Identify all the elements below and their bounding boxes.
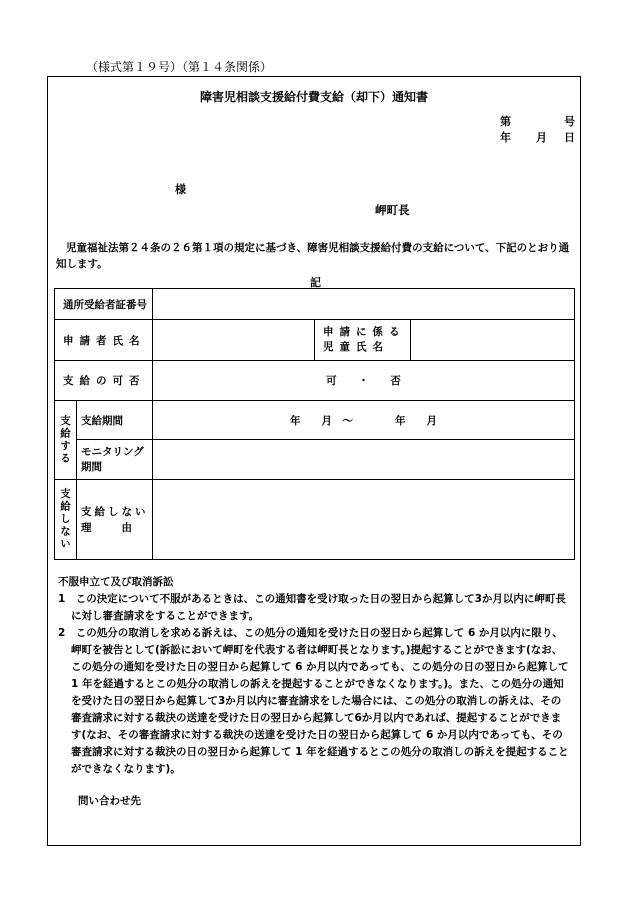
details-table xyxy=(54,288,575,560)
monitoring-label-line1: モニタリング xyxy=(81,445,144,458)
child-name-label-line2: 児童氏名 xyxy=(323,341,389,353)
approval-choice[interactable] xyxy=(153,361,575,401)
cert-number-label: 通所受給者証番号 xyxy=(55,289,153,320)
notes-item-2: 2 この処分の取消しを求める訴えは、この処分の通知を受けた日の翌日から起算して 6 か月以内に限り、岬町を被告として(訴訟において岬町を代表する者は岬町長となります。)提起することができます(なお、この処分の通知を受けた日の翌日から起算して 6 か月以内であっても、この処分の日の翌日から起算して 1 年を経過するとこの処分の取消しの訴えを提起することができなくなります。)。また、この処分の通知を受けた日の翌日から起算して3か月以内に審査請求をした場合には、この処分の取消しの訴えは、その審査請求に対する裁決の送達を受けた日の翌日から起算して6か月以内であれば、提起することができます(なお、その審査請求に対する裁決の送達を受けた日の翌日から起算して 6 か月以内であっても、その審査請求に対する裁決の日の翌日から起算して 1 年を経過するとこの処分の取消しの訴えを提起することができなくなります)。 xyxy=(58,627,569,775)
period-label: 支給期間 xyxy=(77,401,153,440)
notes-item-1: 1 この決定について不服があるときは、この通知書を受け取った日の翌日から起算して3か月以内に岬町長に対し審査請求をすることができます。 xyxy=(58,593,566,622)
pay-group-label: 支給する xyxy=(55,401,77,480)
child-name-label xyxy=(315,320,411,361)
child-name-field[interactable] xyxy=(411,320,575,361)
reason-label-line2: 理 由 xyxy=(81,521,135,534)
reason-label xyxy=(77,480,153,560)
form-caption: （様式第１９号）（第１４条関係） xyxy=(86,60,273,74)
reason-field[interactable] xyxy=(153,480,575,560)
approval-separator: ・ xyxy=(358,375,369,387)
appeal-notes xyxy=(58,574,570,778)
cert-number-boxes[interactable] xyxy=(153,289,575,320)
monitoring-label-line2: 期間 xyxy=(81,460,102,473)
notice-frame xyxy=(47,76,581,846)
child-name-label-line1: 申請に係る xyxy=(323,326,406,338)
document-title: 障害児相談支援給付費支給（却下）通知書 xyxy=(199,90,428,104)
monitoring-field[interactable] xyxy=(153,440,575,480)
applicant-name-label: 申請者氏名 xyxy=(55,320,153,361)
monitoring-label xyxy=(77,440,153,480)
approval-label: 支給の可否 xyxy=(55,361,153,401)
issuer: 岬町長 xyxy=(375,203,410,217)
reason-label-line1: 支給しない xyxy=(81,505,149,518)
addressee-sama: 様 xyxy=(175,183,186,196)
approval-no[interactable]: 否 xyxy=(390,375,401,387)
number-dai: 第 xyxy=(500,115,511,128)
date-month: 月 xyxy=(536,131,547,144)
body-text: 児童福祉法第２４条の２６第１項の規定に基づき、障害児相談支援給付費の支給について、下記のとおり通知します。 xyxy=(56,242,570,270)
number-go: 号 xyxy=(564,115,575,128)
contact-label: 問い合わせ先 xyxy=(78,795,141,807)
date-year: 年 xyxy=(500,131,511,144)
ki-mark: 記 xyxy=(310,276,321,289)
applicant-name-field[interactable] xyxy=(153,320,315,361)
approval-yes[interactable]: 可 xyxy=(326,375,337,387)
notes-heading: 不服申立て及び取消訴訟 xyxy=(58,576,174,588)
date-day: 日 xyxy=(564,131,575,144)
period-field[interactable]: 年 月 〜 年 月 xyxy=(153,401,575,440)
nopay-group-label: 支給しない xyxy=(55,480,77,560)
